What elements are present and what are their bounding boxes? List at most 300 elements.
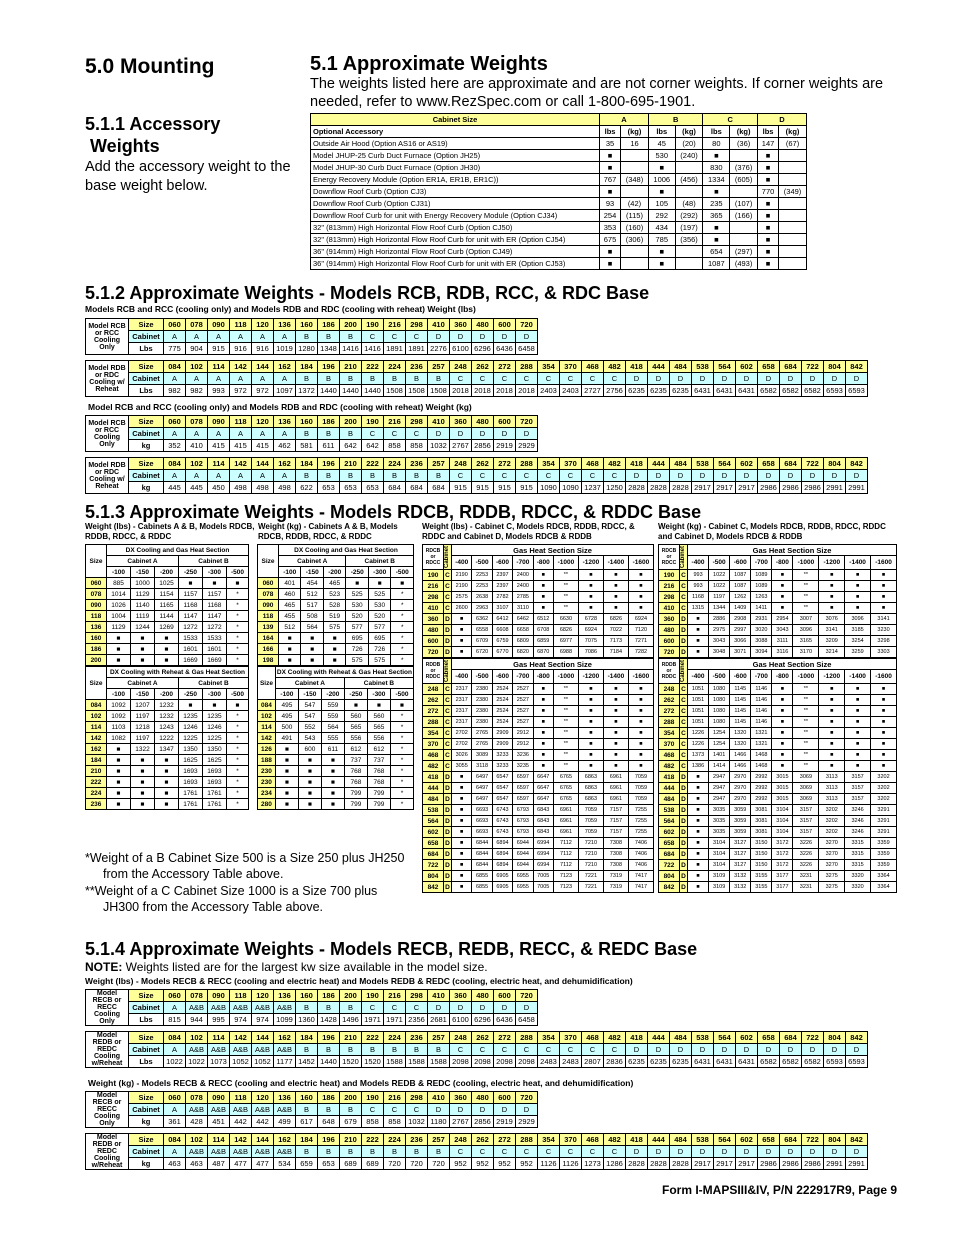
weight-cell: 2767 — [450, 440, 472, 452]
weight-cell: 1126 — [560, 1158, 582, 1170]
weight-cell: 6235 — [648, 385, 670, 397]
weight-cell: 3113 — [819, 794, 845, 805]
weight-cell: ■ — [130, 777, 154, 788]
ab-kg-tables — [257, 544, 414, 810]
cabinet-cell: C — [681, 582, 686, 590]
data-row — [659, 838, 897, 849]
size-cell: 410 — [428, 990, 450, 1002]
weight-cell: 944 — [186, 1014, 208, 1026]
size-cell: 288 — [659, 717, 680, 728]
weight-cell — [675, 162, 703, 174]
cabinet-cell: D — [445, 883, 450, 891]
weight-cell: 525 — [368, 589, 390, 600]
weight-cell: 3298 — [871, 636, 897, 647]
weight-cell: 3094 — [751, 647, 772, 658]
size-cell: 184 — [296, 361, 318, 373]
size-cell: 370 — [560, 361, 582, 373]
size-cell: 262 — [423, 695, 444, 706]
weight-cell: * — [226, 788, 248, 799]
cabinet-cell: D — [692, 373, 714, 385]
weight-cell: 2970 — [730, 772, 751, 783]
col-header: -500 — [226, 567, 248, 578]
weight-cell: 3364 — [871, 871, 897, 882]
cabinet-cell: A — [164, 1002, 186, 1014]
row-cab — [86, 373, 868, 385]
cabinet-cell: A&B — [274, 1146, 296, 1158]
weight-cell: 7210 — [578, 838, 603, 849]
weight-cell: 2317 — [452, 717, 472, 728]
weight-cell: 7086 — [578, 647, 603, 658]
size-cell: 120 — [252, 416, 274, 428]
section-title: Gas Heat Section Size — [688, 659, 897, 670]
size-cell: 538 — [692, 361, 714, 373]
weight-cell: * — [390, 799, 413, 810]
ab-lbs-tables — [85, 544, 249, 810]
cabinet-cell: D — [450, 1104, 472, 1116]
weight-cell: 6994 — [533, 860, 553, 871]
weight-cell: 916 — [230, 343, 252, 355]
row-w — [86, 1116, 538, 1128]
cabinet-cell: D — [626, 373, 648, 385]
data-row — [86, 589, 249, 600]
weight-cell: 6597 — [513, 783, 533, 794]
data-row — [423, 570, 654, 581]
weight-cell: ■ — [533, 706, 553, 717]
cabinet-cell: A — [164, 428, 186, 440]
row-size — [86, 416, 538, 428]
note-514 — [85, 960, 488, 974]
weight-cell: 6593 — [824, 385, 846, 397]
size-cell: 360 — [659, 614, 680, 625]
accessory-intro: Add the accessory weight to the base weight below. — [85, 159, 291, 194]
size-cell: 482 — [604, 1134, 626, 1146]
size-cell: 842 — [846, 1134, 868, 1146]
weight-cell: 500 — [275, 722, 298, 733]
weight-cell: 3043 — [772, 625, 793, 636]
weight-cell: 3236 — [513, 750, 533, 761]
size-cell: 720 — [423, 647, 444, 658]
cabinet-cell: B — [384, 470, 406, 482]
cabinet-cell: D — [714, 470, 736, 482]
cabinet-cell: D — [681, 861, 686, 869]
weight-cell: 1601 — [202, 644, 226, 655]
size-cell: 684 — [780, 1032, 802, 1044]
cabinet-cell: C — [560, 373, 582, 385]
weight-cell: 1272 — [178, 622, 202, 633]
model-label: Model RDB or RDC Cooling w/ Reheat — [86, 361, 129, 397]
unit-cell: lbs — [600, 126, 621, 138]
weight-cell: ■ — [578, 750, 603, 761]
data-row — [86, 722, 249, 733]
weight-cell: 2403 — [560, 385, 582, 397]
cabinet-cell: A — [252, 373, 274, 385]
weight-cell: 6743 — [492, 805, 512, 816]
cabinet-cell: A — [230, 428, 252, 440]
size-cell: 136 — [274, 990, 296, 1002]
weight-cell: 3320 — [845, 871, 871, 882]
model-header: RDDB or RDDC — [659, 659, 680, 684]
weight-cell: * — [390, 744, 413, 755]
weight-cell: 3015 — [772, 794, 793, 805]
data-row — [659, 783, 897, 794]
size-cell: 162 — [274, 361, 296, 373]
cabinet-cell: D — [450, 1002, 472, 1014]
weight-cell: 6630 — [553, 614, 578, 625]
weight-cell: 982 — [186, 385, 208, 397]
cabinet-col: B — [648, 114, 703, 126]
weight-cell: 1669 — [202, 655, 226, 666]
weight-cell: ■ — [600, 162, 621, 174]
cabinet-cell: D — [648, 1044, 670, 1056]
weight-cell: 6709 — [472, 636, 492, 647]
weight-cell: (240) — [675, 150, 703, 162]
weight-cell: ■ — [390, 700, 413, 711]
size-cell: 600 — [494, 990, 516, 1002]
weight-cell: 6597 — [513, 794, 533, 805]
size-cell: 224 — [384, 458, 406, 470]
weight-cell: * — [390, 755, 413, 766]
row-cab — [86, 470, 868, 482]
weight-cell: ■ — [688, 794, 709, 805]
data-row — [423, 636, 654, 647]
size-cell: 722 — [802, 1134, 824, 1146]
cabinet-cell: D — [758, 470, 780, 482]
size-cell: 354 — [538, 361, 560, 373]
weight-cell: 2098 — [494, 1056, 516, 1068]
row-cab — [86, 1146, 868, 1158]
cabinet-cell: B — [340, 428, 362, 440]
weight-cell: 1533 — [202, 633, 226, 644]
weight-cell: (376) — [730, 162, 758, 174]
weight-cell: 6809 — [513, 636, 533, 647]
weight-cell: 1262 — [730, 592, 751, 603]
size-cell: 084 — [86, 700, 107, 711]
cabinet-cell: C — [362, 1104, 384, 1116]
data-row — [258, 611, 414, 622]
size-cell: 262 — [472, 1134, 494, 1146]
unit-cell: lbs — [758, 126, 779, 138]
weight-cell: 1334 — [703, 174, 730, 186]
size-cell: 370 — [659, 739, 680, 750]
size-cell: 190 — [423, 570, 444, 581]
weight-cell: 2917 — [714, 482, 736, 494]
data-row — [659, 636, 897, 647]
size-cell: 224 — [384, 361, 406, 373]
cabinet-cell: D — [670, 1044, 692, 1056]
weight-cell: ■ — [819, 706, 845, 717]
weight-cell: ■ — [130, 633, 154, 644]
cabinet-cell: C — [406, 1002, 428, 1014]
data-row — [258, 700, 414, 711]
weight-cell: * — [226, 755, 248, 766]
size-cell: 084 — [164, 361, 186, 373]
row-size — [86, 990, 538, 1002]
weight-cell: 6235 — [626, 1056, 648, 1068]
weight-cell: 6855 — [472, 871, 492, 882]
cabinet-cell: C — [494, 470, 516, 482]
weight-cell: 6844 — [472, 838, 492, 849]
size-cell: 190 — [362, 319, 384, 331]
size-cell: 136 — [274, 319, 296, 331]
weight-cell: 1971 — [362, 1014, 384, 1026]
cabinet-cell: B — [340, 1002, 362, 1014]
col-header: -400 — [688, 556, 709, 570]
weight-cell: 6431 — [692, 385, 714, 397]
weight-cell: 2908 — [730, 614, 751, 625]
data-row — [258, 722, 414, 733]
size-header: Size — [258, 545, 279, 578]
col-header: -100 — [107, 567, 131, 578]
data-row — [258, 799, 414, 810]
cabinet-cell: D — [824, 470, 846, 482]
size-cell: 222 — [86, 777, 107, 788]
row-label: Cabinet — [129, 428, 164, 440]
data-row — [659, 750, 897, 761]
weight-cell — [779, 210, 807, 222]
data-row — [423, 717, 654, 728]
col-header: -500 — [472, 670, 492, 684]
weight-cell: 1025 — [154, 578, 178, 589]
weight-cell: 1087 — [730, 570, 751, 581]
size-cell: 564 — [714, 1032, 736, 1044]
accessory-row — [311, 222, 807, 234]
subheading-ab-kg: Weight (kg) - Cabinets A & B, Models RDCB, RDDB, RDCC, & RDDC — [258, 522, 398, 541]
weight-cell — [779, 150, 807, 162]
weight-cell: 3081 — [751, 816, 772, 827]
weight-cell: 858 — [384, 440, 406, 452]
weight-cell: 6765 — [553, 783, 578, 794]
weight-cell: 6961 — [603, 772, 628, 783]
model-header: RDDB or RDDC — [423, 659, 444, 684]
data-row — [423, 871, 654, 882]
size-cell: 236 — [86, 799, 107, 810]
size-cell: 118 — [258, 611, 279, 622]
weight-cell: 6608 — [492, 625, 512, 636]
size-cell: 600 — [494, 319, 516, 331]
col-header: -1000 — [793, 670, 819, 684]
weight-cell: 6894 — [492, 849, 512, 860]
weight-cell: ■ — [323, 644, 345, 655]
weight-cell: 3141 — [871, 614, 897, 625]
weight-cell: 495 — [275, 711, 298, 722]
row-w — [86, 385, 868, 397]
col-header: -300 — [202, 689, 226, 700]
size-cell: 257 — [428, 361, 450, 373]
row-label: Lbs — [129, 1056, 164, 1068]
size-cell: 078 — [186, 1092, 208, 1104]
accessory-label: Optional Accessory — [311, 126, 600, 138]
weight-cell: 7308 — [603, 838, 628, 849]
size-cell: 222 — [362, 458, 384, 470]
cabinet-cell: D — [681, 883, 686, 891]
cabinet-cell: C — [538, 1044, 560, 1056]
cabinet-cell: B — [406, 373, 428, 385]
cabinet-cell: D — [648, 1146, 670, 1158]
cabinet-cell: D — [445, 626, 450, 634]
cabinet-cell: A&B — [186, 1146, 208, 1158]
weight-cell: 6844 — [472, 849, 492, 860]
weight-cell: 2991 — [824, 482, 846, 494]
size-cell: 118 — [230, 990, 252, 1002]
weight-cell: 6961 — [553, 827, 578, 838]
weight-cell: 491 — [275, 733, 298, 744]
weight-cell: ** — [553, 761, 578, 772]
weight-cell: 1168 — [688, 592, 709, 603]
cabinet-cell: D — [445, 795, 450, 803]
data-row — [258, 711, 414, 722]
weight-cell: 3150 — [751, 838, 772, 849]
weight-cell: 1373 — [688, 750, 709, 761]
weight-cell: 952 — [516, 1158, 538, 1170]
data-row — [423, 603, 654, 614]
cabinet-cell: D — [824, 1146, 846, 1158]
weight-cell: 1246 — [202, 722, 226, 733]
weight-cell: 564 — [321, 722, 344, 733]
size-cell: 120 — [252, 319, 274, 331]
weight-cell: ■ — [772, 570, 793, 581]
cabinet-cell: A — [230, 373, 252, 385]
weight-cell: 6765 — [553, 772, 578, 783]
weight-cell: 1177 — [274, 1056, 296, 1068]
weight-cell: 3069 — [793, 794, 819, 805]
weight-cell: 2702 — [452, 728, 472, 739]
weight-cell — [779, 174, 807, 186]
weight-cell: 6961 — [603, 783, 628, 794]
cabinet-cell: C — [445, 707, 450, 715]
unit-cell: (kg) — [730, 126, 758, 138]
weight-cell: ■ — [130, 644, 154, 655]
weight-cell: 737 — [344, 755, 367, 766]
col-header: -400 — [688, 670, 709, 684]
cabinet-cell: D — [736, 470, 758, 482]
weight-cell: 1520 — [340, 1056, 362, 1068]
weight-cell: 2524 — [492, 695, 512, 706]
weight-cell: 2986 — [802, 1158, 824, 1170]
cabinet-cell: C — [681, 740, 686, 748]
size-cell: 190 — [362, 416, 384, 428]
cabinet-cell: D — [494, 331, 516, 343]
weight-cell: 3015 — [772, 772, 793, 783]
cabinet-cell: D — [516, 1002, 538, 1014]
weight-cell: ■ — [628, 750, 653, 761]
weight-cell: 6512 — [533, 614, 553, 625]
weight-cell: * — [391, 655, 414, 666]
weight-cell: 1052 — [230, 1056, 252, 1068]
weight-cell: 642 — [362, 440, 384, 452]
weight-cell: * — [390, 777, 413, 788]
data-row — [86, 611, 249, 622]
weight-cell: ■ — [648, 162, 675, 174]
weight-cell: 7005 — [533, 871, 553, 882]
weight-cell — [675, 258, 703, 270]
weight-cell: 2524 — [492, 684, 512, 695]
size-cell: 484 — [670, 361, 692, 373]
weight-cell: 1090 — [538, 482, 560, 494]
weight-cell: 560 — [367, 711, 390, 722]
cabinet-col: C — [703, 114, 758, 126]
weight-cell: 555 — [321, 733, 344, 744]
size-cell: 468 — [659, 750, 680, 761]
size-cell: 288 — [516, 458, 538, 470]
cabinet-cell: A — [208, 373, 230, 385]
cabinet-cell: D — [758, 1044, 780, 1056]
cabinet-cell: A — [230, 331, 252, 343]
weight-cell: ■ — [130, 655, 154, 666]
weight-cell: 7417 — [628, 871, 653, 882]
row-w — [86, 482, 868, 494]
weight-cell: (160) — [621, 222, 649, 234]
weight-cell: 885 — [107, 578, 131, 589]
col-header: -500 — [391, 567, 414, 578]
weight-cell: 3111 — [772, 636, 793, 647]
size-cell: 230 — [258, 777, 276, 788]
weight-cell: 1073 — [208, 1056, 230, 1068]
cabinet-cell: C — [516, 470, 538, 482]
model-label: Model RECB or RECC Cooling Only — [86, 990, 129, 1026]
weight-cell: 365 — [703, 210, 730, 222]
data-row — [659, 882, 897, 893]
weight-cell: ■ — [819, 570, 845, 581]
cabinet-cell: D — [780, 1146, 802, 1158]
weight-cell: 80 — [703, 138, 730, 150]
weight-cell: 1254 — [709, 739, 730, 750]
weight-cell: 7059 — [578, 816, 603, 827]
cabinet-cell: D — [670, 373, 692, 385]
col-header: -100 — [275, 689, 298, 700]
data-row — [258, 633, 414, 644]
size-cell: 564 — [714, 458, 736, 470]
size-cell: 224 — [384, 1032, 406, 1044]
size-cell: 444 — [648, 1134, 670, 1146]
cabinet-header — [444, 545, 452, 570]
size-cell: 142 — [258, 733, 276, 744]
weight-cell: ■ — [321, 777, 344, 788]
weight-cell: 1761 — [202, 788, 226, 799]
weight-cell: 6977 — [553, 636, 578, 647]
data-row — [659, 805, 897, 816]
row-label: Cabinet — [129, 373, 164, 385]
weight-cell: (605) — [730, 174, 758, 186]
size-cell: 684 — [780, 361, 802, 373]
weight-cell: ■ — [107, 744, 131, 755]
weight-cell: 2356 — [406, 1014, 428, 1026]
weight-cell: ■ — [871, 728, 897, 739]
weight-cell: ■ — [321, 766, 344, 777]
weight-cell: 815 — [164, 1014, 186, 1026]
size-cell: 272 — [659, 706, 680, 717]
weight-cell: 6547 — [492, 772, 512, 783]
cabinet-cell: A — [186, 373, 208, 385]
accessory-row — [311, 174, 807, 186]
weight-cell: * — [391, 633, 414, 644]
title-row — [258, 667, 414, 678]
weight-cell: 612 — [344, 744, 367, 755]
size-cell: 370 — [560, 1032, 582, 1044]
weight-cell: 560 — [344, 711, 367, 722]
weight-cell: 6994 — [533, 838, 553, 849]
weight-cell: (48) — [675, 198, 703, 210]
col-header: -1600 — [871, 556, 897, 570]
size-cell: 160 — [296, 319, 318, 331]
footnote-1 — [85, 850, 404, 882]
cd-lbs-tables — [422, 544, 654, 893]
weight-cell: 3104 — [772, 816, 793, 827]
weight-cell: ■ — [533, 684, 553, 695]
size-cell: 720 — [659, 647, 680, 658]
weight-cell: 1080 — [709, 684, 730, 695]
weight-cell: ** — [793, 717, 819, 728]
weight-cell: 1348 — [318, 343, 340, 355]
